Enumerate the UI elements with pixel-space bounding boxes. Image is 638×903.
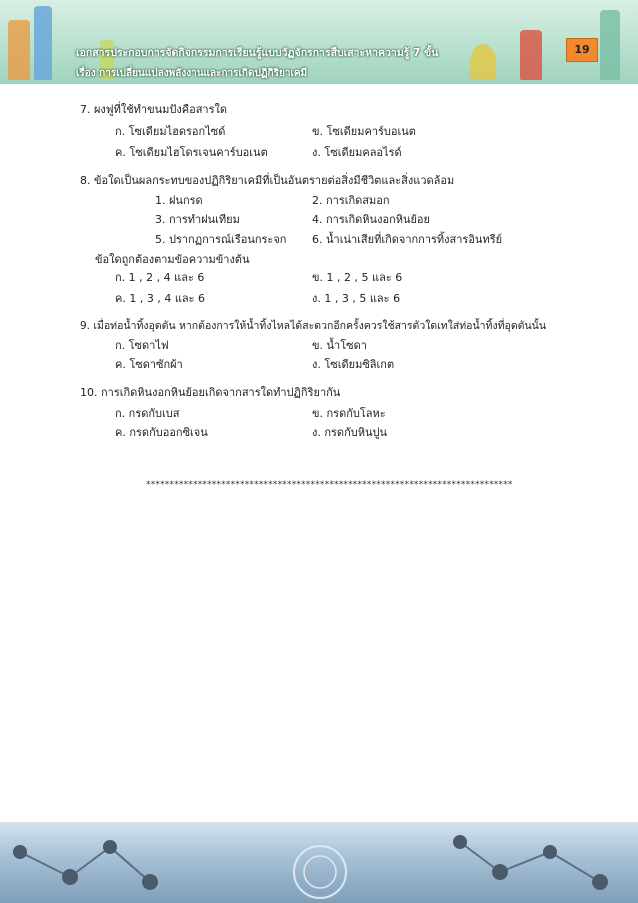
- q8-prompt: ข้อใดถูกต้องตามข้อความข้างต้น: [95, 253, 250, 266]
- q7-option-d: ง. โซเดียมคลอไรด์: [312, 146, 402, 159]
- q7-option-b: ข. โซเดียมคาร์บอเนต: [312, 125, 416, 138]
- q9-option-b: ข. น้ำโซดา: [312, 339, 367, 352]
- q9-option-d: ง. โซเดียมซิลิเกต: [312, 358, 395, 371]
- q10-option-c: ค. กรดกับออกซิเจน: [115, 426, 208, 439]
- q8-option-c: ค. 1 , 3 , 4 และ 6: [115, 292, 206, 305]
- q9-option-c: ค. โซดาซักผ้า: [115, 358, 183, 371]
- q8-item: 5. ปรากฏการณ์เรือนกระจก: [155, 233, 287, 246]
- q8-item: 6. น้ำเน่าเสียที่เกิดจากการทิ้งสารอินทรีย์: [312, 233, 503, 246]
- q8-option-b: ข. 1 , 2 , 5 และ 6: [312, 271, 403, 284]
- molecule-illustration: [0, 822, 638, 903]
- question-7: 7. ผงฟูที่ใช้ทำขนมปังคือสารใด: [80, 103, 228, 116]
- flask-decoration: [470, 44, 496, 80]
- question-8: 8. ข้อใดเป็นผลกระทบของปฏิกิริยาเคมีที่เป็นอันตรายต่อสิ่งมีชีวิตและสิ่งแวดล้อม: [80, 174, 455, 187]
- header-title: เอกสารประกอบการจัดกิจกรรมการเรียนรู้แบบวัฏจักรการสืบเสาะหาความรู้ 7 ขั้น: [76, 47, 439, 59]
- q8-item: 3. การทำฝนเทียม: [155, 213, 240, 226]
- question-10: 10. การเกิดหินงอกหินย้อยเกิดจากสารใดทำปฏิกิริยากัน: [80, 386, 341, 399]
- flask-decoration: [8, 20, 30, 80]
- page-number: 19: [566, 38, 598, 62]
- header-subtitle: เรื่อง การเปลี่ยนแปลงพลังงานและการเกิดปฏิกิริยาเคมี: [76, 68, 308, 79]
- q7-option-a: ก. โซเดียมไฮดรอกไซด์: [115, 125, 226, 138]
- q8-option-a: ก. 1 , 2 , 4 และ 6: [115, 271, 205, 284]
- question-9: 9. เมื่อท่อน้ำทิ้งอุดตัน หากต้องการให้น้ำทิ้งไหลได้สะดวกอีกครั้งควรใช้สารตัวใดเทใส่ท่อน้ำทิ้งที่อุดตันนั้น: [80, 320, 546, 332]
- q9-option-a: ก. โซดาไฟ: [115, 339, 169, 352]
- q8-option-d: ง. 1 , 3 , 5 และ 6: [312, 292, 401, 305]
- q8-item: 4. การเกิดหินงอกหินย้อย: [312, 213, 430, 226]
- q7-option-c: ค. โซเดียมไฮโดรเจนคาร์บอเนต: [115, 146, 268, 159]
- header-banner: [0, 0, 638, 84]
- flask-decoration: [520, 30, 542, 80]
- flask-decoration: [34, 6, 52, 80]
- q10-option-b: ข. กรดกับโลหะ: [312, 407, 386, 420]
- q8-item: 1. ฝนกรด: [155, 194, 203, 207]
- footer-banner: [0, 822, 638, 903]
- q10-option-a: ก. กรดกับเบส: [115, 407, 180, 420]
- flask-decoration: [600, 10, 620, 80]
- q10-option-d: ง. กรดกับหินปูน: [312, 426, 387, 439]
- separator-line: ******************************************************************************: [146, 480, 513, 490]
- q8-item: 2. การเกิดสมอก: [312, 194, 390, 207]
